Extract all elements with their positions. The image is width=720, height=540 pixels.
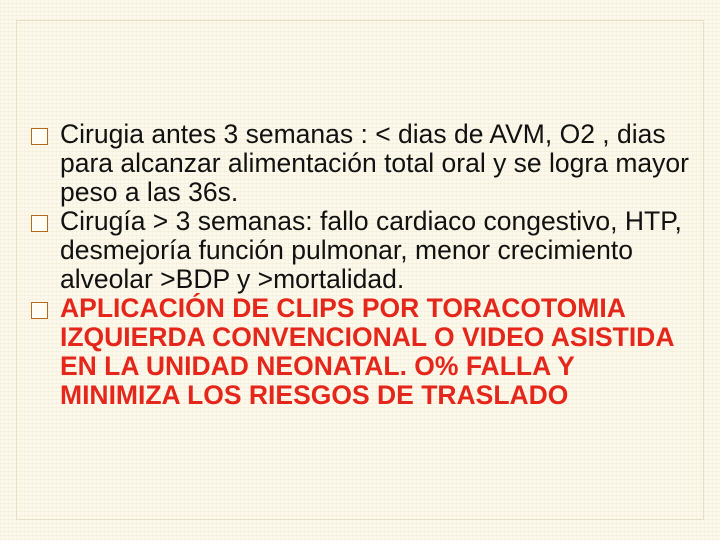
frame-left-line bbox=[16, 20, 17, 520]
bullet-text: Cirugia antes 3 semanas : < dias de AVM, O2 , dias para alcanzar alimentación total oral y se logra mayor peso a las 36s. bbox=[60, 119, 689, 207]
bullet-text: Cirugía > 3 semanas: fallo cardiaco congestivo, HTP, desmejoría función pulmonar, menor crecimiento alveolar >BDP y >mortalidad. bbox=[60, 206, 682, 294]
bullet-item bbox=[30, 207, 700, 294]
frame-bottom-line bbox=[16, 519, 704, 520]
frame-top-line bbox=[16, 20, 704, 21]
bullet-list bbox=[30, 120, 700, 410]
bullet-item-highlighted bbox=[30, 294, 700, 410]
frame-right-line bbox=[703, 20, 704, 520]
bullet-text-highlighted: APLICACIÓN DE CLIPS POR TORACOTOMIA IZQUIERDA CONVENCIONAL O VIDEO ASISTIDA EN LA UNIDAD NEONATAL. O% FALLA Y MINIMIZA LOS RIESGOS DE TRASLADO bbox=[60, 293, 674, 410]
square-bullet-icon bbox=[31, 128, 48, 145]
bullet-item bbox=[30, 120, 700, 207]
square-bullet-icon bbox=[31, 302, 48, 319]
square-bullet-icon bbox=[31, 215, 48, 232]
